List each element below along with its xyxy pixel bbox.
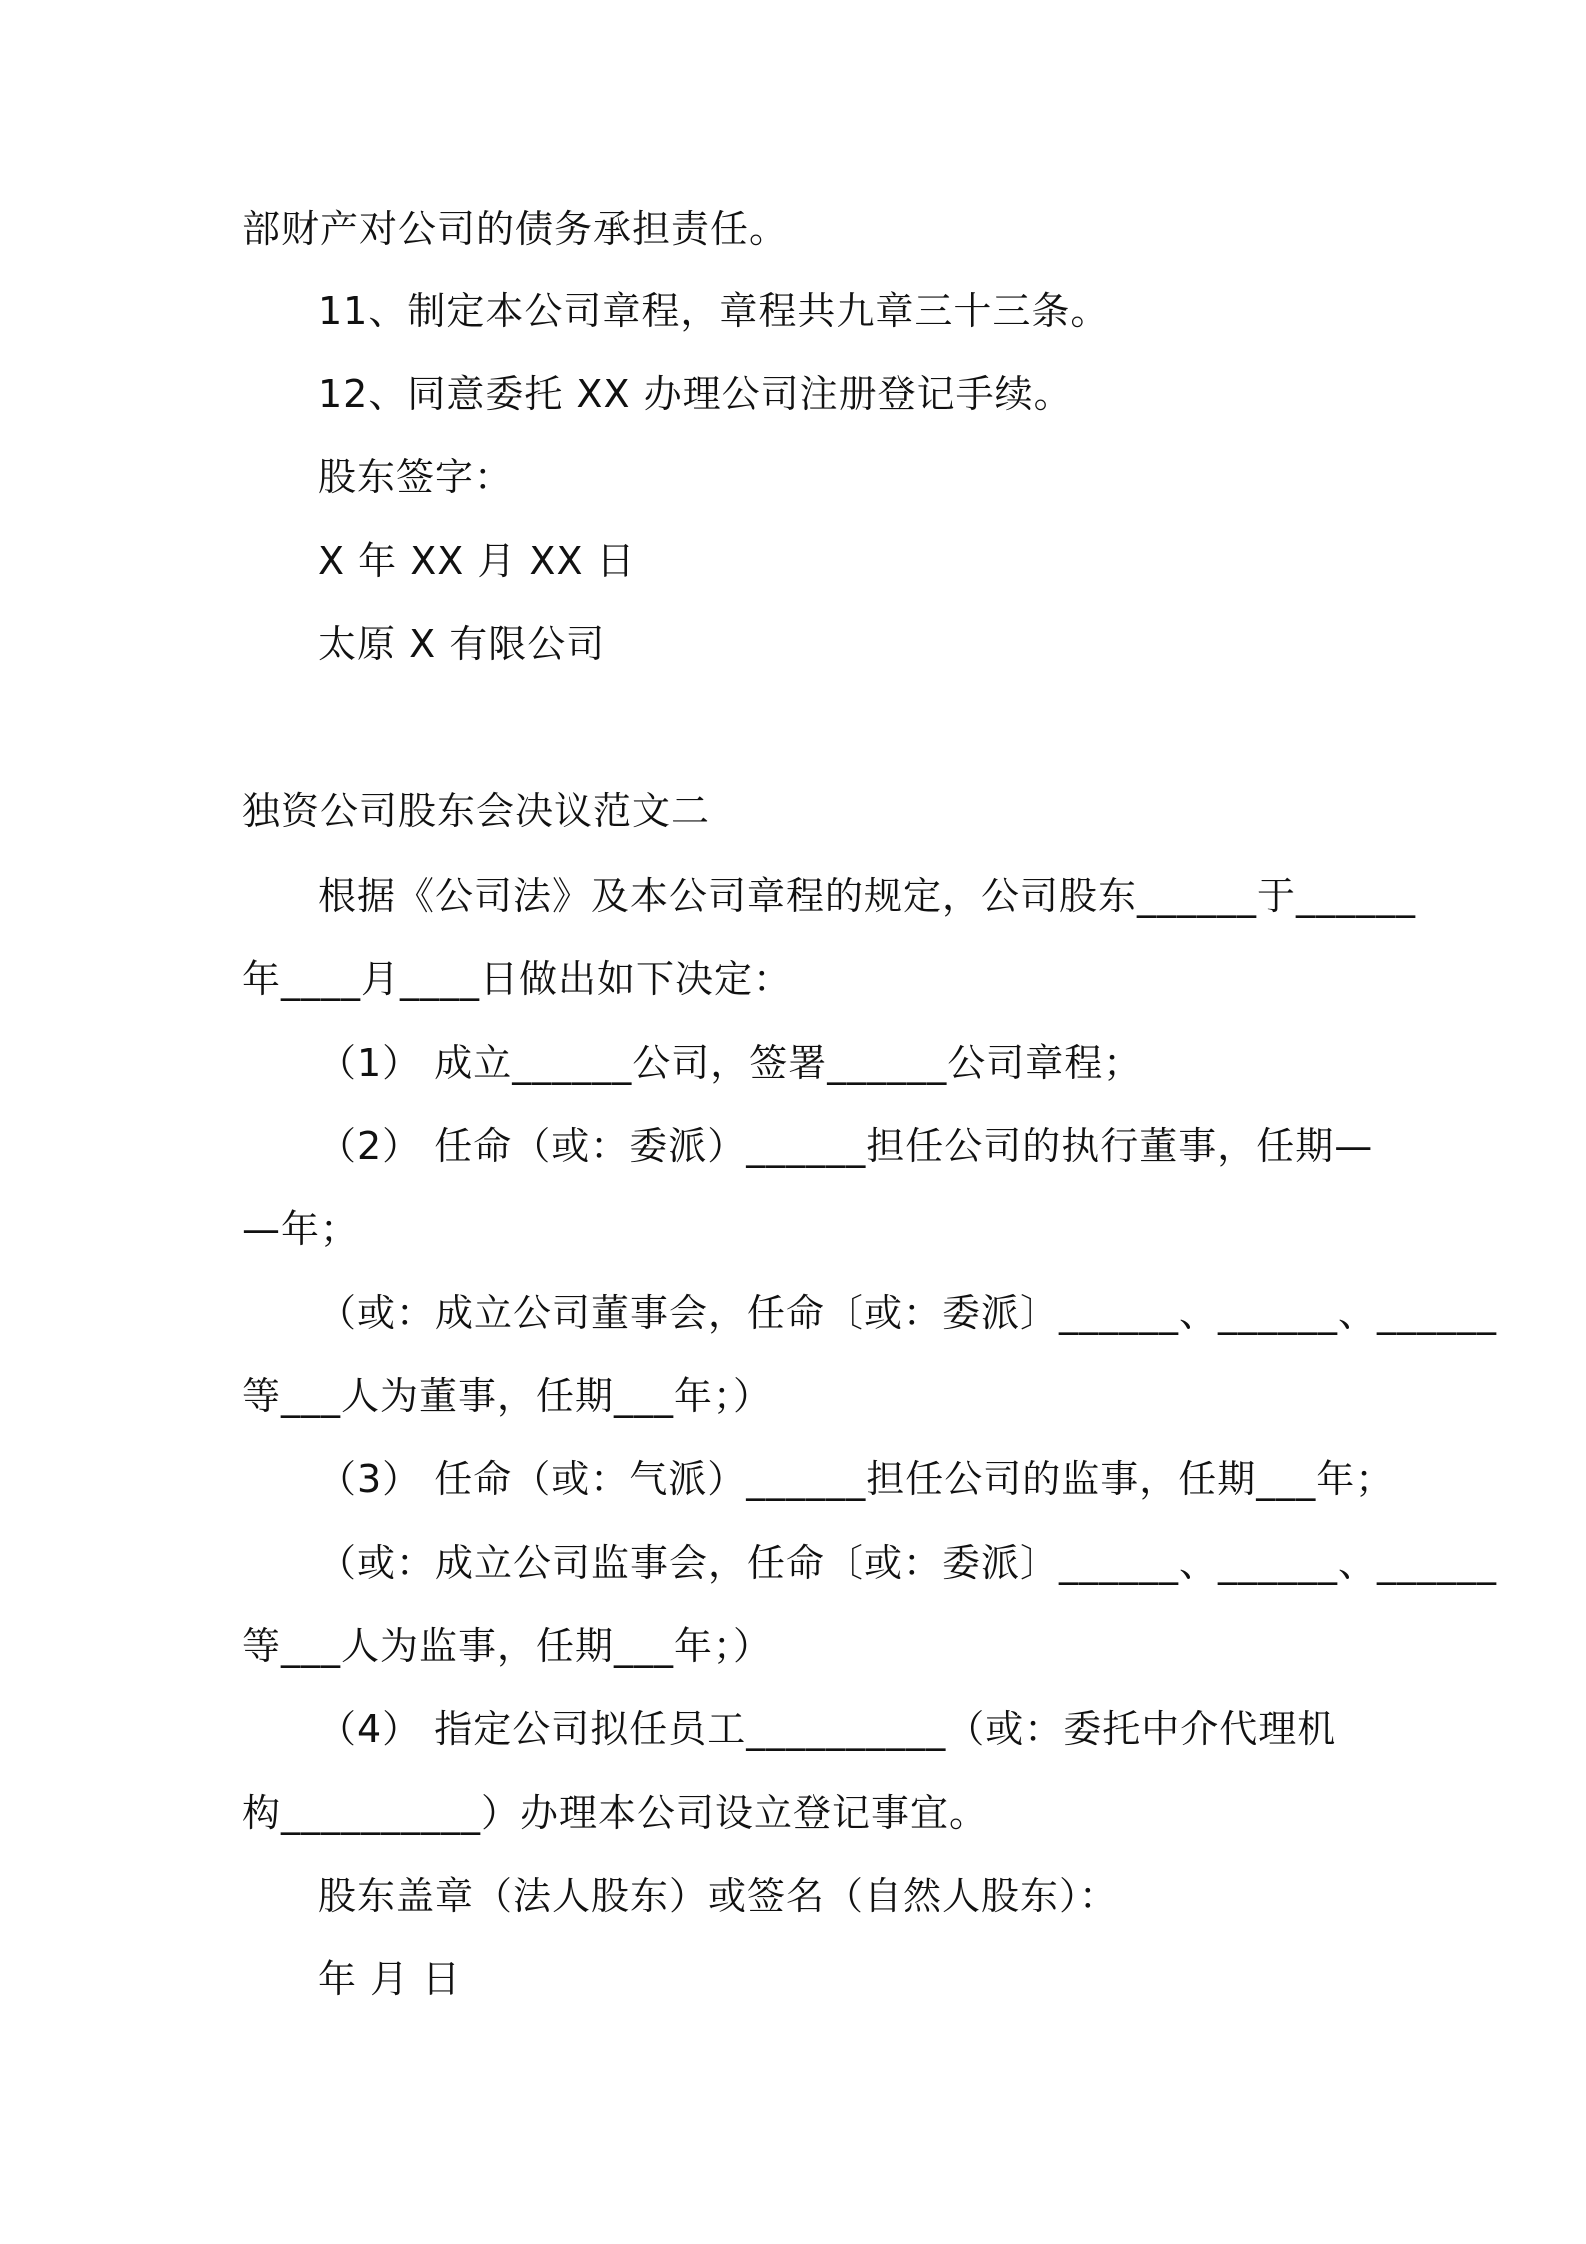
decision-item-4-line-1: （4） 指定公司拟任员工__________（或：委托中介代理机	[318, 1707, 1337, 1751]
decision-item-3-alt-line-2: 等___人为监事，任期___年；）	[242, 1624, 773, 1668]
decision-item-2-alt-line-1: （或：成立公司董事会，任命〔或：委派〕______、______、______	[318, 1291, 1498, 1335]
item-11: 11、制定本公司章程，章程共九章三十三条。	[318, 289, 1110, 333]
continuation-text: 部财产对公司的债务承担责任。	[242, 207, 789, 251]
decision-item-4-line-2: 构__________）办理本公司设立登记事宜。	[242, 1791, 989, 1835]
signature-label: 股东签字：	[318, 455, 514, 499]
decision-item-3-alt-line-1: （或：成立公司监事会，任命〔或：委派〕______、______、______	[318, 1541, 1498, 1585]
decision-item-2-alt-line-2: 等___人为董事，任期___年；）	[242, 1374, 773, 1418]
intro-line-1: 根据《公司法》及本公司章程的规定，公司股东______于______	[318, 874, 1417, 918]
date-line: X 年 XX 月 XX 日	[318, 539, 636, 583]
item-12: 12、同意委托 XX 办理公司注册登记手续。	[318, 372, 1073, 416]
section-title: 独资公司股东会决议范文二	[242, 789, 711, 833]
decision-item-3: （3） 任命（或：气派）______担任公司的监事，任期___年；	[318, 1457, 1395, 1501]
decision-item-1: （1） 成立______公司，签署______公司章程；	[318, 1041, 1143, 1085]
decision-item-2-line-2: —年；	[242, 1207, 360, 1251]
seal-signature-label: 股东盖章（法人股东）或签名（自然人股东）：	[318, 1874, 1119, 1918]
company-name: 太原 X 有限公司	[318, 622, 606, 666]
decision-item-2-line-1: （2） 任命（或：委派）______担任公司的执行董事，任期—	[318, 1124, 1374, 1168]
date-label: 年 月 日	[318, 1957, 462, 2001]
intro-line-2: 年____月____日做出如下决定：	[242, 957, 793, 1001]
